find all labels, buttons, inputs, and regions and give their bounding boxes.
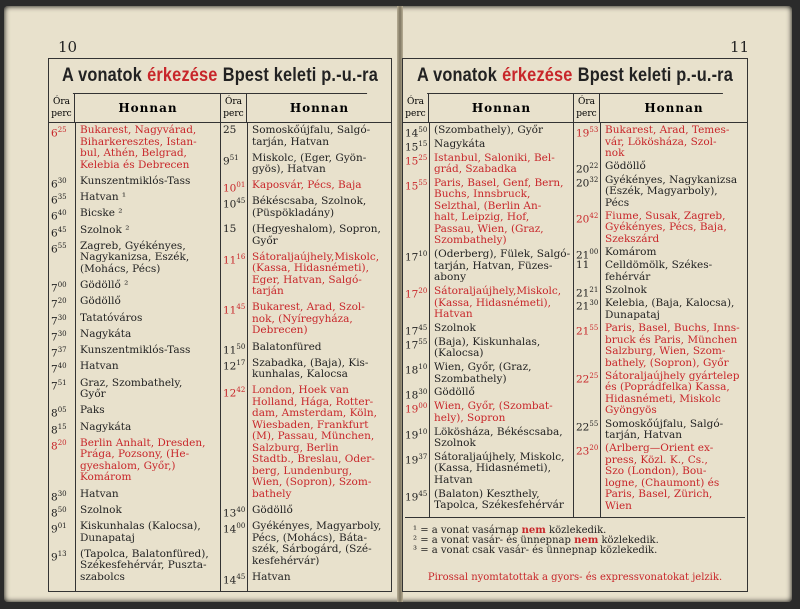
arrival-time: $9^{13}$ — [51, 549, 67, 564]
origin-stations: Paris, Basel, Buchs, Inns- bruck és Paris, München Salzburg, Wien, Szom- bathely, (Sopron), Győr — [605, 322, 740, 369]
arrival-time: $12^{42}$ — [223, 386, 246, 400]
footer-note: Pirossal nyomtatottak a gyors- és expressvonatokat jelzik. — [427, 572, 723, 583]
origin-stations: Lökösháza, Békéscsaba, Szolnok — [434, 425, 563, 450]
arrival-time: $9^{51}$ — [223, 153, 239, 168]
arrival-time: $6^{25}$ — [51, 126, 67, 140]
header-ora-perc: Óra perc — [221, 94, 247, 122]
arrival-time: $14^{45}$ — [223, 572, 246, 587]
origin-stations: Békéscsaba, Szolnok, (Püspökladány) — [252, 195, 367, 219]
origin-stations: Hatvan ¹ — [80, 191, 127, 203]
legend-line-3: ³ = a vonat csak vasár- és ünnepnap közlekedik. — [413, 545, 658, 556]
left-page-title: A vonatok érkezése Bpest keleti p.-u.-ra — [73, 59, 367, 94]
header-honnan: Honnan — [471, 101, 532, 115]
arrival-time: $11^{50}$ — [223, 342, 246, 357]
arrival-time: $10^{01}$ — [223, 181, 246, 195]
arrival-time: $7^{40}$ — [51, 362, 67, 376]
legend-line-1: ¹ = a vonat vasárnap nem közlekedik. — [413, 525, 607, 536]
origin-stations: Gödöllő — [605, 160, 646, 173]
arrival-time: $7^{30}$ — [51, 329, 67, 344]
origin-stations: Berlin Anhalt, Dresden, Prága, Pozsony, (He- gyeshalom, Győr,) Komárom — [80, 436, 206, 484]
header-ora-perc: Óra perc — [403, 94, 429, 122]
right-page — [402, 58, 748, 592]
arrival-time: $7^{37}$ — [51, 346, 67, 360]
left-column-2 — [221, 94, 391, 591]
arrival-time: $15^{15}$ — [405, 139, 428, 154]
origin-stations: (Balaton) Keszthely, Tapolca, Székesfehérvár — [434, 487, 564, 512]
arrival-time: $17^{45}$ — [405, 323, 428, 338]
origin-stations: Paris, Basel, Genf, Bern, Buchs, Innsbruck, Selzthal, (Berlin An- halt, Leipzig, Hof, Passau, Wien, (Graz, Szombathely) — [434, 176, 564, 247]
origin-stations: Kaposvár, Pécs, Baja — [252, 179, 362, 192]
origin-stations: Szolnok ² — [80, 223, 130, 236]
arrival-time: $13^{40}$ — [223, 506, 246, 520]
origin-stations: Bukarest, Arad, Szol- nok, (Nyíregyháza, Debrecen) — [252, 301, 365, 337]
arrival-time: $11^{45}$ — [223, 303, 246, 317]
page-number-left: 10 — [58, 38, 78, 56]
origin-stations: Celldömölk, Székes- fehérvár — [605, 259, 713, 283]
origin-stations: Balatonfüred — [252, 340, 322, 353]
origin-stations: Hatvan — [80, 360, 119, 373]
arrival-time: $23^{20}$ — [576, 444, 599, 458]
arrival-time: $19^{10}$ — [405, 427, 428, 442]
origin-stations: Paks — [80, 404, 105, 417]
arrival-time: $7^{20}$ — [51, 297, 67, 311]
origin-stations: Komárom — [605, 246, 657, 258]
page-number-right: 11 — [730, 38, 750, 56]
origin-stations: Kiskunhalas (Kalocsa), Dunapataj — [80, 520, 201, 544]
origin-stations: Bukarest, Nagyvárad, Biharkeresztes, Istan- bul, Athén, Belgrad, Kelebia és Debrecen — [80, 124, 197, 171]
origin-stations: Szabadka, (Baja), Kis- kunhalas, Kalocsa — [252, 356, 369, 381]
arrival-time: $19^{53}$ — [576, 126, 599, 140]
arrival-time: $18^{30}$ — [405, 388, 428, 402]
arrival-time: $20^{22}$ — [576, 162, 599, 176]
arrival-time: $7^{51}$ — [51, 378, 67, 392]
origin-stations: Nagykáta — [80, 420, 132, 433]
origin-stations: (Baja), Kiskunhalas, (Kalocsa) — [434, 335, 541, 360]
arrival-time: $8^{15}$ — [51, 422, 67, 436]
arrival-time: 15 — [223, 223, 237, 236]
arrival-time: $21^{55}$ — [576, 324, 599, 338]
origin-stations: Gödöllő — [252, 504, 293, 517]
arrival-time: $21^{21}$ — [576, 286, 599, 300]
origin-stations: Gyékényes, Nagykanizsa (Eszék, Magyarboly), Pécs — [605, 173, 738, 209]
origin-stations: Graz, Szombathely, Győr — [80, 376, 183, 400]
origin-stations: Hatvan — [252, 570, 291, 583]
origin-stations: Szolnok — [605, 284, 647, 296]
origin-stations: Szolnok — [80, 503, 122, 516]
arrival-time: $19^{00}$ — [405, 402, 428, 416]
header-ora-perc: Óra perc — [574, 94, 600, 122]
origin-stations: Szolnok — [434, 321, 476, 334]
arrival-time: $21^{30}$ — [576, 299, 599, 313]
origin-stations: (Szombathely), Győr — [434, 124, 543, 136]
right-page-title: A vonatok érkezése Bpest keleti p.-u.-ra — [427, 59, 723, 94]
arrival-time: $7^{30}$ — [51, 313, 67, 327]
origin-stations: Nagykáta — [80, 327, 132, 340]
header-honnan: Honnan — [289, 101, 350, 115]
origin-stations: Fiume, Susak, Zagreb, Gyékényes, Pécs, Baja, Szekszárd — [605, 209, 727, 245]
arrival-time: $14^{50}$ — [405, 126, 428, 140]
origin-stations: Somoskőújfalu, Salgó- tarján, Hatvan — [605, 417, 724, 441]
timetable-spread — [4, 6, 792, 602]
arrival-time: $17^{20}$ — [405, 287, 428, 301]
origin-stations: Bicske ² — [80, 207, 123, 220]
arrival-time: $7^{00}$ — [51, 281, 67, 295]
arrival-time: 25 — [223, 124, 237, 136]
origin-stations: Gödöllő — [80, 295, 121, 308]
legend-line-2: ² = a vonat vasár- és ünnepnap nem közlekedik. — [413, 535, 659, 546]
header-honnan: Honnan — [118, 101, 178, 115]
origin-stations: London, Hoek van Holland, Hága, Rotter- dam, Amsterdam, Köln, Wiesbaden, Frankfurt (M), Passau, München, Salzburg, Berlin Stadtb., Breslau, Oder- berg, Lundenburg, Wien, (Sopron), Szom- bathely — [252, 384, 377, 500]
arrival-time: $18^{10}$ — [405, 363, 428, 377]
arrival-time: $17^{55}$ — [405, 337, 428, 352]
origin-stations: (Oderberg), Fülek, Salgó- tarján, Hatvan, Füzes- abony — [434, 248, 571, 284]
arrival-time: $6^{45}$ — [51, 225, 67, 239]
origin-stations: Nagykáta — [434, 137, 486, 150]
arrival-time: $6^{55}$ — [51, 241, 67, 256]
arrival-time: $9^{01}$ — [51, 522, 67, 536]
origin-stations: Gödöllő — [434, 386, 475, 399]
origin-stations: (Hegyeshalom), Sopron, Győr — [252, 223, 381, 247]
origin-stations: Sátoraljaújhely,Miskolc, (Kassa, Hidasnémeti), Eger, Hatvan, Salgó- tarján — [252, 250, 380, 298]
arrival-time: 11 — [576, 259, 590, 272]
origin-stations: Kelebia, (Baja, Kalocsa), Dunapataj — [605, 297, 735, 321]
origin-stations: Hatvan — [80, 487, 119, 500]
arrival-time: $19^{45}$ — [405, 489, 428, 504]
arrival-time: $6^{35}$ — [51, 193, 67, 207]
arrival-time: $20^{42}$ — [576, 211, 599, 226]
arrival-time: $17^{10}$ — [405, 250, 428, 264]
origin-stations: Wien, Győr, (Szombat- hely), Sopron — [434, 400, 553, 424]
arrival-time: $15^{25}$ — [405, 153, 428, 168]
arrival-time: $8^{30}$ — [51, 489, 67, 503]
origin-stations: Sátoraljaújhely,Miskolc, (Kassa, Hidasnémeti), Hatvan — [434, 285, 562, 321]
origin-stations: Kunszentmiklós-Tass — [80, 344, 191, 356]
arrival-time: $11^{16}$ — [223, 252, 246, 267]
origin-stations: Istanbul, Saloniki, Bel- grád, Szabadka — [434, 151, 555, 176]
origin-stations: Sátoraljaújhely gyártelep és (Poprádfelka) Kassa, Hidasnémeti, Miskolc Gyöngyös — [605, 369, 740, 417]
origin-stations: (Tapolca, Balatonfüred), Székesfehérvár, Puszta- szabolcs — [80, 547, 209, 583]
arrival-time: $8^{50}$ — [51, 505, 67, 520]
origin-stations: Somoskőújfalu, Salgó- tarján, Hatvan — [252, 124, 371, 148]
arrival-time: $8^{20}$ — [51, 438, 67, 453]
origin-stations: Gödöllő ² — [80, 279, 129, 291]
origin-stations: Kunszentmiklós-Tass — [80, 174, 191, 187]
arrival-time: $20^{32}$ — [576, 175, 599, 189]
arrival-time: $10^{45}$ — [223, 197, 246, 211]
origin-stations: Bukarest, Arad, Temes- vár, Lökösháza, Szol- nok — [605, 124, 730, 159]
origin-stations: Zagreb, Gyékényes, Nagykanizsa, Eszék, (Mohács, Pécs) — [80, 239, 190, 275]
legend — [405, 517, 745, 565]
arrival-time: $8^{05}$ — [51, 406, 67, 420]
origin-stations: Gyékényes, Magyarboly, Pécs, (Mohács), Báta- szék, Sárbogárd, (Szé- kesfehérvár) — [252, 520, 382, 567]
arrival-time: $19^{37}$ — [405, 452, 428, 467]
left-column-1 — [49, 94, 220, 591]
origin-stations: Wien, Győr, (Graz, Szombathely) — [434, 361, 532, 385]
arrival-time: $12^{17}$ — [223, 358, 246, 373]
arrival-time: $21^{00}$ — [576, 248, 599, 262]
header-ora-perc: Óra perc — [49, 94, 75, 122]
arrival-time: $6^{30}$ — [51, 176, 67, 191]
left-page — [48, 58, 392, 592]
arrival-time: $14^{00}$ — [223, 522, 246, 536]
origin-stations: (Arlberg—Orient ex- press, Közl. K., Cs., Szo (London), Bou- logne, (Chaumont) és Paris, Basel, Zürich, Wien — [605, 442, 720, 512]
origin-stations: Sátoraljaújhely, Miskolc, (Kassa, Hidasnémeti), Hatvan — [434, 450, 565, 486]
arrival-time: $22^{25}$ — [576, 371, 599, 386]
header-honnan: Honnan — [644, 101, 704, 115]
arrival-time: $6^{40}$ — [51, 209, 67, 223]
origin-stations: Miskolc, (Eger, Gyön- gyös), Hatvan — [252, 151, 367, 176]
arrival-time: $22^{55}$ — [576, 419, 599, 433]
origin-stations: Tatatóváros — [80, 311, 143, 324]
arrival-time: $15^{55}$ — [405, 178, 428, 193]
